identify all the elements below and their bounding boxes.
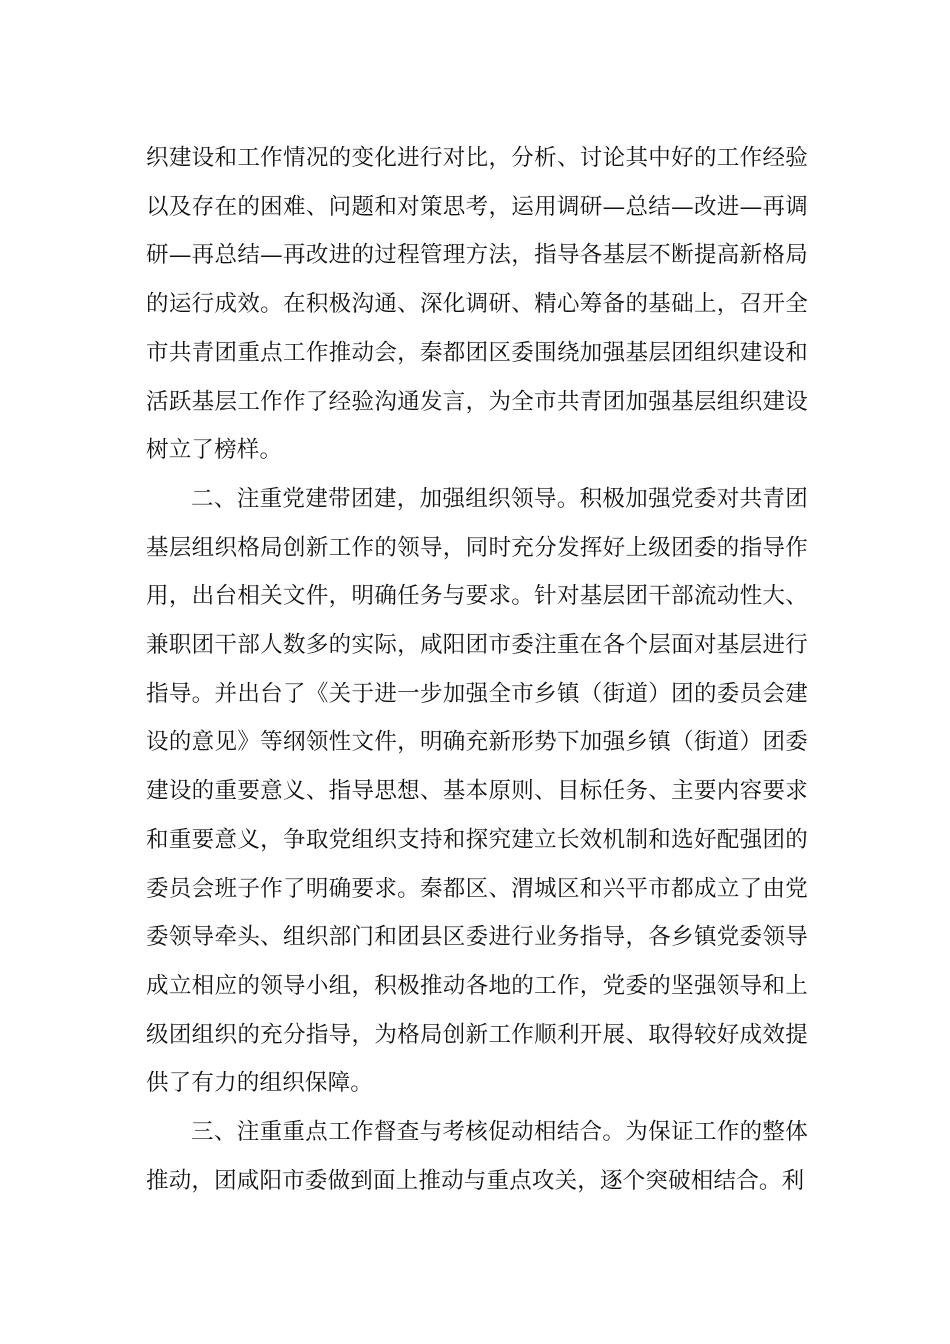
paragraph-continuation: 织建设和工作情况的变化进行对比，分析、讨论其中好的工作经验以及存在的困难、问题和对策思考，运用调研—总结—改进—再调研—再总结—再改进的过程管理方法，指导各基层不断提高新格局的运行成效。在积极沟通、深化调研、精心筹备的基础上，召开全市共青团重点工作推动会，秦都团区委围绕加强基层团组织建设和活跃基层工作作了经验沟通发言，为全市共青团加强基层组织建设树立了榜样。 [146,145,808,464]
document-body [146,134,808,1205]
paragraph-section-two: 二、注重党建带团建，加强组织领导。积极加强党委对共青团基层组织格局创新工作的领导，同时充分发挥好上级团委的指导作用，出台相关文件，明确任务与要求。针对基层团干部流动性大、兼职团干部人数多的实际，咸阳团市委注重在各个层面对基层进行指导。并出台了《关于进一步加强全市乡镇（街道）团的委员会建设的意见》等纲领性文件，明确充新形势下加强乡镇（街道）团委建设的重要意义、指导思想、基本原则、目标任务、主要内容要求和重要意义，争取党组织支持和探究建立长效机制和选好配强团的委员会班子作了明确要求。秦都区、渭城区和兴平市都成立了由党委领导牵头、组织部门和团县区委进行业务指导，各乡镇党委领导成立相应的领导小组，积极推动各地的工作，党委的坚强领导和上级团组织的充分指导，为格局创新工作顺利开展、取得较好成效提供了有力的组织保障。 [146,485,808,1097]
paragraph-section-three: 三、注重重点工作督查与考核促动相结合。为保证工作的整体推动，团咸阳市委做到面上推动与重点攻关，逐个突破相结合。利 [146,1119,808,1194]
